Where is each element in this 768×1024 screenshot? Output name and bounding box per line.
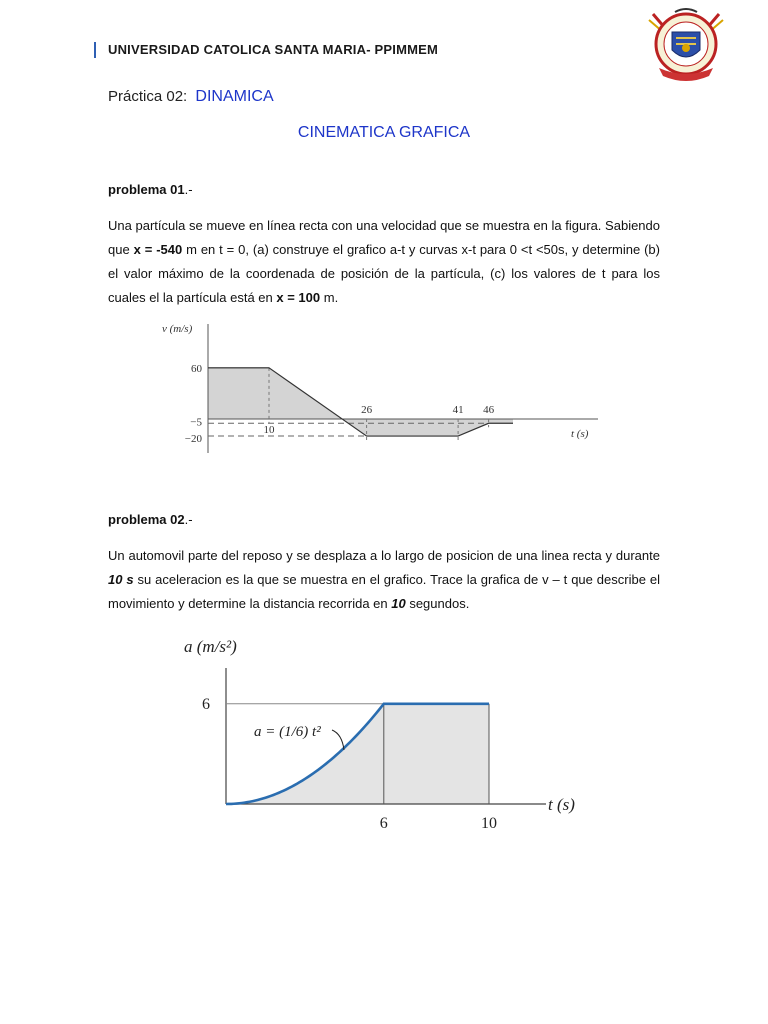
t-tick-label: 10 [481,815,497,832]
t-tick-label: 26 [361,404,373,416]
problem-2-title-text: problema 02 [108,512,185,527]
problem-2-text-c: segundos. [405,596,470,611]
problem-2-duration: 10 s [108,572,134,587]
curve-annotation-leader [332,730,344,750]
velocity-time-chart [150,318,610,458]
problem-1-title [108,182,193,197]
problem-1-text-c: m. [320,290,339,305]
problem-2-text-a: Un automovil parte del reposo y se desplaza a lo largo de posicion de una linea recta y durante [108,548,660,563]
problem-1-title-suffix: .- [184,182,193,197]
university-seal-logo [645,6,727,84]
a-tick-label: 6 [202,695,210,713]
v-tick-label: 60 [191,362,202,375]
acceleration-area-fill [226,704,489,804]
problem-1-x-initial: x = -540 [133,242,183,257]
practice-heading [108,88,274,106]
institution-title: UNIVERSIDAD CATOLICA SANTA MARIA- PPIMMEM [108,42,439,57]
acceleration-time-chart [170,628,600,838]
problem-2-seconds: 10 [391,596,406,611]
a-axis-label: a (m/s²) [184,637,237,656]
practice-label: Práctica 02: [108,88,188,105]
header-accent-bar [94,42,96,58]
v-tick-label: −20 [184,433,202,446]
problem-2-title-suffix: .- [184,512,193,527]
problem-1-title-text: problema 01 [108,182,185,197]
problem-2-statement [108,544,660,616]
section-subtitle [0,124,768,142]
t-tick-label: 6 [379,815,388,832]
v-axis-label: v (m/s) [162,323,193,335]
t-tick-label: 46 [483,404,495,416]
problem-2-text-b: su aceleracion es la que se muestra en el grafico. Trace la grafica de v – t que describe el movimiento y determine la distancia recorrida en [108,572,660,611]
velocity-area-fill [208,368,513,436]
problem-1-x-target: x = 100 [276,290,321,305]
curve-equation-label: a = (1/6) t² [254,724,321,740]
subtitle-text: CINEMATICA GRAFICA [297,124,471,141]
problem-1-text-b: m en t = 0, (a) construye el grafico a-t y curvas x-t para 0 <t <50s, y determine (b) el valor máximo de la coordenada de posición de la partícula, (c) los valores de t para los cuales el la partícula está en [108,242,660,305]
t-tick-label: 10 [263,424,275,436]
t-axis-label: t (s) [571,428,589,440]
t-axis-label: t (s) [548,795,575,814]
t-tick-label: 41 [452,404,464,416]
practice-topic: DINAMICA [195,88,274,105]
problem-2-title [108,512,193,527]
problem-1-statement [108,214,660,310]
v-tick-label: −5 [190,416,202,429]
problem-1-text-a: Una partícula se mueve en línea recta con una velocidad que se muestra en la figura. Sabiendo que [108,218,660,257]
